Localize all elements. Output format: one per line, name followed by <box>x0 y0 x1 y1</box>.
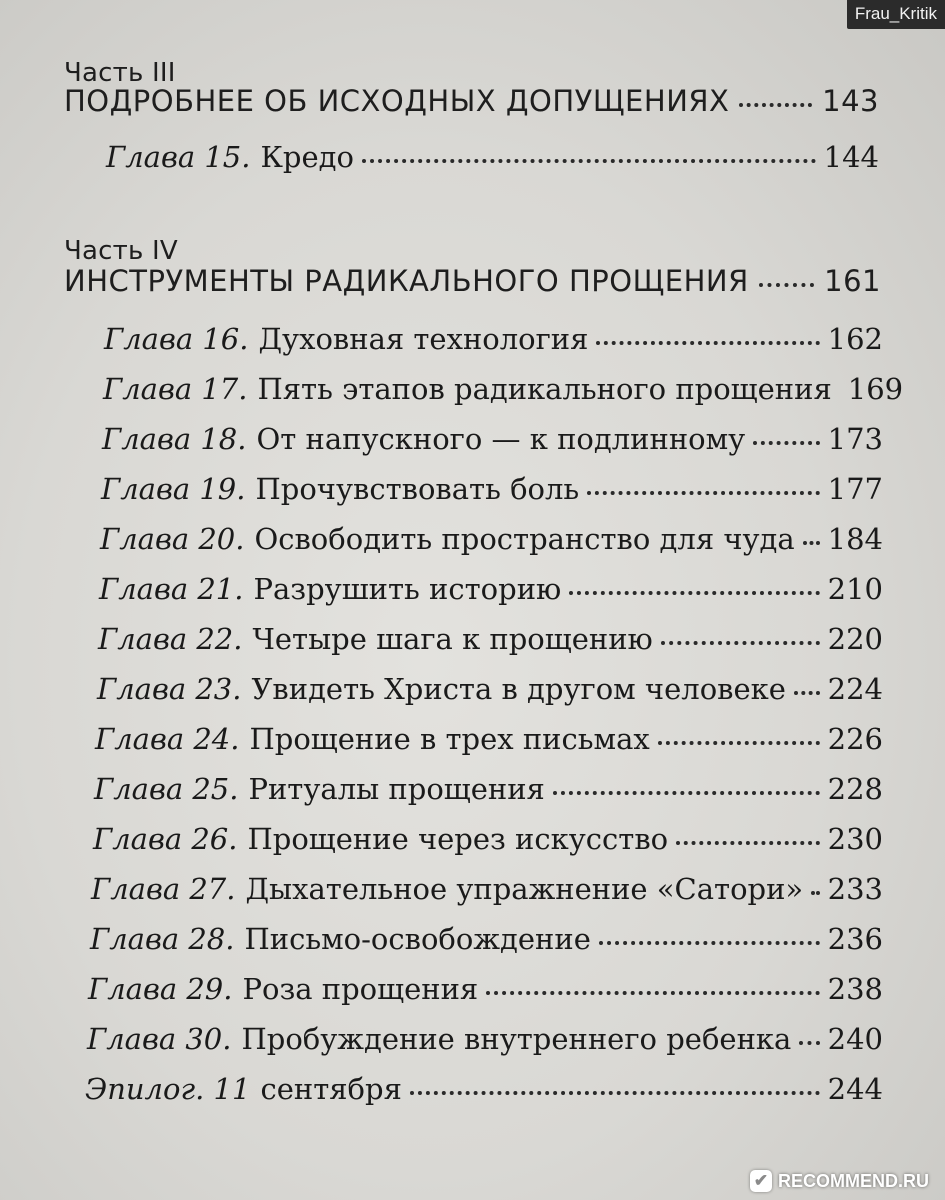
dot-leader <box>362 158 816 163</box>
entry-label: Глава 30. <box>87 1022 232 1056</box>
part-3-page: 143 <box>822 84 879 118</box>
entry-label: Глава 15. <box>106 140 251 174</box>
entry-page: 162 <box>827 322 883 356</box>
dot-leader <box>553 790 820 795</box>
entry-label: Глава 19. <box>101 472 246 506</box>
dot-leader <box>803 540 820 545</box>
entry-label: Глава 25. <box>94 772 239 806</box>
entry-page: 238 <box>827 972 883 1006</box>
part-4-page: 161 <box>824 264 881 298</box>
dot-leader <box>739 102 812 107</box>
toc-entry-chapter-20 <box>100 522 883 556</box>
entry-title: Дыхательное упражнение «Сатори» <box>245 872 804 906</box>
toc-entry-chapter-24 <box>95 722 883 756</box>
dot-leader <box>811 890 819 895</box>
entry-page: 226 <box>827 722 883 756</box>
entry-title: Письмо-освобождение <box>244 922 591 956</box>
dot-leader <box>486 990 819 995</box>
site-watermark <box>750 1170 929 1192</box>
entry-title: Прощение через искусство <box>247 822 669 856</box>
dot-leader <box>587 490 819 495</box>
dot-leader <box>794 690 820 695</box>
entry-page: 240 <box>827 1022 883 1056</box>
part-3-title: ПОДРОБНЕЕ ОБ ИСХОДНЫХ ДОПУЩЕНИЯХ <box>64 84 730 118</box>
dot-leader <box>569 590 819 595</box>
site-name: RECOMMEND.RU <box>778 1170 929 1191</box>
entry-title: Освободить пространство для чуда <box>254 522 795 556</box>
toc-entry-chapter-15 <box>106 140 879 174</box>
toc-entry-chapter-19 <box>101 472 883 506</box>
toc-entry-chapter-21 <box>99 572 883 606</box>
toc-entry-epilogue <box>85 1072 883 1106</box>
entry-title: Пять этапов радикального прощения <box>257 372 832 406</box>
entry-page: 220 <box>827 622 883 656</box>
dot-leader <box>661 640 820 645</box>
dot-leader <box>658 740 820 745</box>
entry-title: Четыре шага к прощению <box>252 622 653 656</box>
toc-entry-chapter-29 <box>88 972 883 1006</box>
dot-leader <box>799 1040 819 1045</box>
entry-label: Глава 28. <box>90 922 235 956</box>
part-3-label: Часть III <box>64 58 176 88</box>
entry-label: Глава 29. <box>88 972 233 1006</box>
entry-page: 228 <box>827 772 883 806</box>
entry-title: От напускного — к подлинному <box>256 422 746 456</box>
toc-entry-chapter-23 <box>97 672 883 706</box>
entry-page: 236 <box>827 922 883 956</box>
dot-leader <box>753 440 819 445</box>
toc-entry-chapter-17 <box>103 372 904 406</box>
toc-entry-chapter-16 <box>104 322 883 356</box>
entry-page: 169 <box>847 372 904 406</box>
entry-label: Глава 17. <box>103 372 248 406</box>
entry-label: Глава 16. <box>104 322 249 356</box>
entry-label: Глава 23. <box>97 672 242 706</box>
entry-title: Прощение в трех письмах <box>249 722 650 756</box>
entry-title: Разрушить историю <box>253 572 562 606</box>
entry-title: Пробуждение внутреннего ребенка <box>241 1022 792 1056</box>
entry-page: 173 <box>827 422 883 456</box>
entry-page: 224 <box>827 672 883 706</box>
entry-label: Глава 18. <box>102 422 247 456</box>
entry-page: 230 <box>827 822 883 856</box>
entry-title: Ритуалы прощения <box>248 772 545 806</box>
dot-leader <box>410 1090 820 1095</box>
toc-entry-chapter-26 <box>93 822 883 856</box>
dot-leader <box>599 940 820 945</box>
entry-label: Глава 26. <box>93 822 238 856</box>
entry-title: Духовная технология <box>258 322 589 356</box>
dot-leader <box>759 282 814 287</box>
entry-page: 184 <box>827 522 883 556</box>
toc-entry-chapter-18 <box>102 422 883 456</box>
part-3-heading <box>64 84 879 118</box>
part-4-heading <box>64 264 881 298</box>
entry-title: сентября <box>260 1072 402 1106</box>
part-4-title: ИНСТРУМЕНТЫ РАДИКАЛЬНОГО ПРОЩЕНИЯ <box>64 264 749 298</box>
dot-leader <box>596 340 819 345</box>
toc-entry-chapter-30 <box>87 1022 883 1056</box>
entry-page: 144 <box>823 140 879 174</box>
entry-label: Глава 24. <box>95 722 240 756</box>
toc-entry-chapter-27 <box>91 872 883 906</box>
entry-label: Глава 27. <box>91 872 236 906</box>
username-watermark: Frau_Kritik <box>847 0 945 29</box>
toc-entry-chapter-22 <box>98 622 883 656</box>
dot-leader <box>676 840 820 845</box>
entry-title: Прочувствовать боль <box>255 472 580 506</box>
entry-label: Эпилог. 11 <box>85 1072 251 1106</box>
entry-title: Кредо <box>260 140 354 174</box>
entry-label: Глава 20. <box>100 522 245 556</box>
entry-page: 244 <box>827 1072 883 1106</box>
toc-entry-chapter-25 <box>94 772 883 806</box>
entry-page: 177 <box>827 472 883 506</box>
entry-label: Глава 21. <box>99 572 244 606</box>
recommend-logo-icon: ✔ <box>750 1170 772 1192</box>
entry-page: 233 <box>827 872 883 906</box>
entry-title: Роза прощения <box>242 972 479 1006</box>
part-4-label: Часть IV <box>64 236 178 266</box>
entry-label: Глава 22. <box>98 622 243 656</box>
entry-title: Увидеть Христа в другом человеке <box>251 672 786 706</box>
toc-entry-chapter-28 <box>90 922 883 956</box>
entry-page: 210 <box>827 572 883 606</box>
